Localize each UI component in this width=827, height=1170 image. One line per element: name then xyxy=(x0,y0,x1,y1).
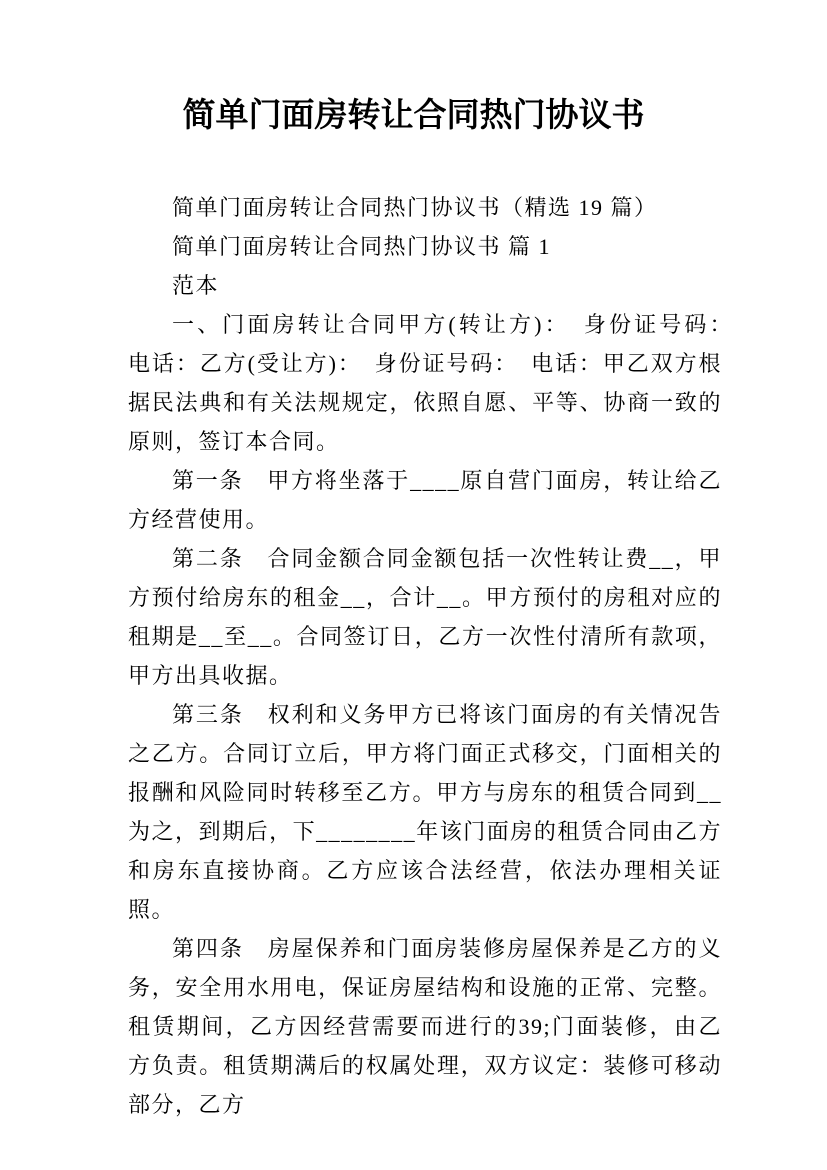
paragraph-clause-1: 第一条 甲方将坐落于____原自营门面房，转让给乙方经营使用。 xyxy=(128,468,722,532)
paragraph-template-label: 范本 xyxy=(172,273,220,298)
paragraph-heading-series: 简单门面房转让合同热门协议书（精选 19 篇） xyxy=(172,195,658,220)
document-body xyxy=(128,188,746,1124)
document-title: 简单门面房转让合同热门协议书 xyxy=(182,98,645,134)
paragraph-heading-part: 简单门面房转让合同热门协议书 篇 1 xyxy=(172,234,552,259)
paragraph-clause-3: 第三条 权利和义务甲方已将该门面房的有关情况告之乙方。合同订立后，甲方将门面正式移交，门面相关的报酬和风险同时转移至乙方。甲方与房东的租赁合同到__为之，到期后，下________年该门面房的租赁合同由乙方和房东直接协商。乙方应该合法经营，依法办理相关证照。 xyxy=(128,702,722,922)
paragraph-parties: 一、门面房转让合同甲方(转让方)： 身份证号码： 电话：乙方(受让方)： 身份证号码： 电话：甲乙双方根据民法典和有关法规规定，依照自愿、平等、协商一致的原则，签订本合同。 xyxy=(128,312,746,454)
paragraph-clause-4: 第四条 房屋保养和门面房装修房屋保养是乙方的义务，安全用水用电，保证房屋结构和设施的正常、完整。租赁期间，乙方因经营需要而进行的39;门面装修，由乙方负责。租赁期满后的权属处理，双方议定：装修可移动部分，乙方 xyxy=(128,936,722,1117)
paragraph-clause-2: 第二条 合同金额合同金额包括一次性转让费__，甲方预付给房东的租金__，合计__。甲方预付的房租对应的租期是__至__。合同签订日，乙方一次性付清所有款项，甲方出具收据。 xyxy=(128,546,722,688)
